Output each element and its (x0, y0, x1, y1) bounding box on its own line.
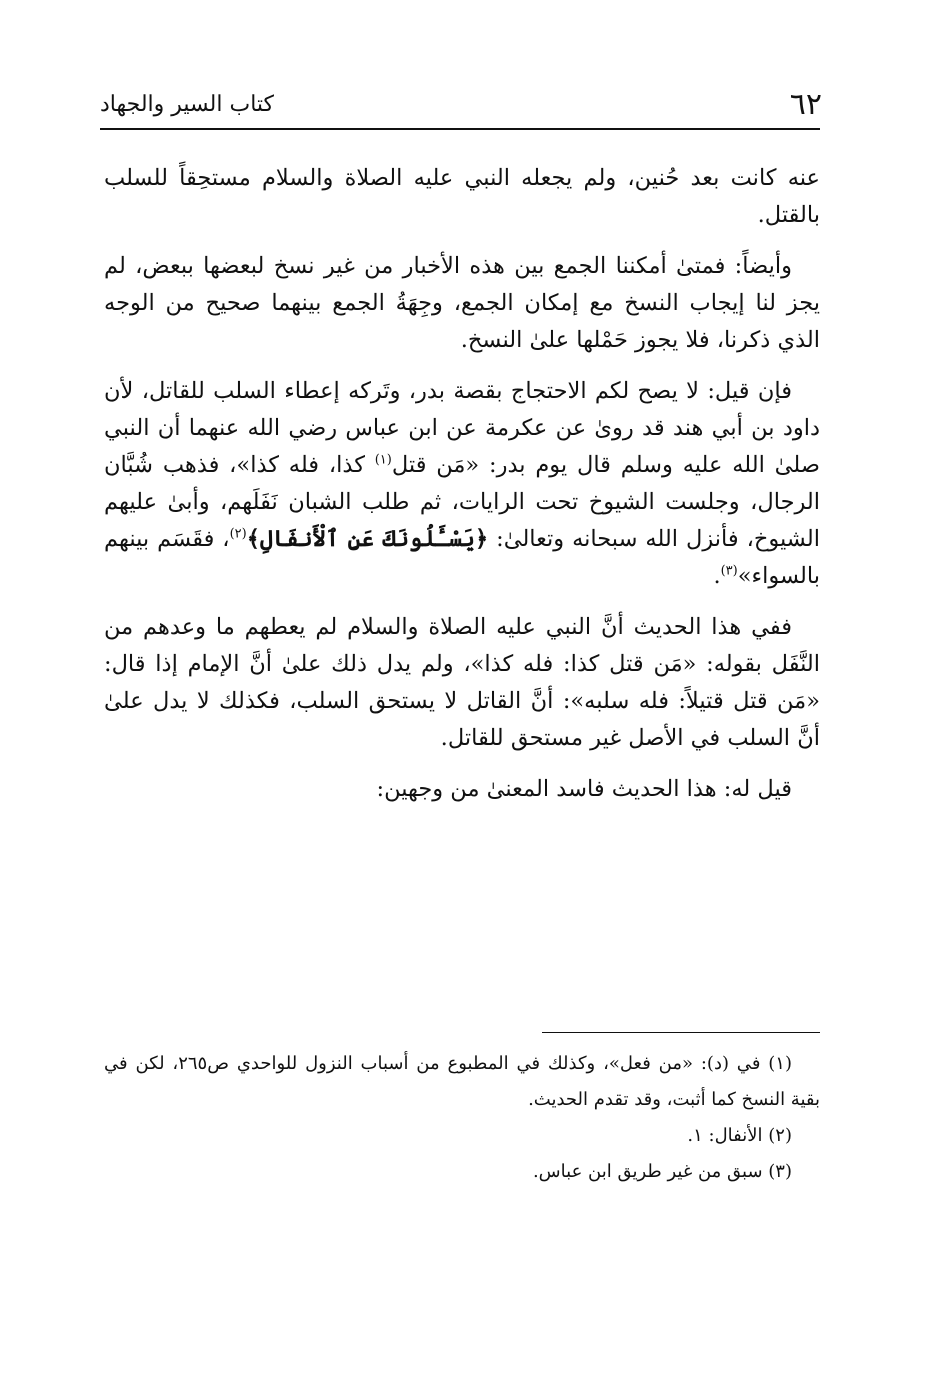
page-header (100, 88, 822, 122)
footnotes (104, 1046, 820, 1190)
paragraph-text: ، فقَسَم بينهم بالسواء» (104, 526, 820, 589)
footnote-ref: (٢) (229, 526, 247, 542)
paragraph: قيل له: هذا الحديث فاسد المعنىٰ من وجهين: (376, 776, 792, 802)
header-rule (100, 128, 820, 130)
quran-verse: ﴿يَسْـَٔلُونَكَ عَنِ ٱلْأَنفَالِ﴾ (246, 526, 489, 552)
paragraph-text: فإن قيل: لا يصح لكم الاحتجاج بقصة بدر، وتَركه إعطاء السلب للقاتل، لأن داود بن أبي هند قد روىٰ عن عكرمة عن ابن عباس رضي الله عنهما أن النبي صلىٰ الله عليه وسلم قال يوم بدر: «مَن قتل (104, 378, 820, 478)
footnote: (٢) الأنفال: ١. (687, 1125, 792, 1146)
footnote-ref: (١) (374, 452, 392, 468)
page-number: ٦٢ (789, 87, 822, 122)
paragraph-text: . (713, 563, 721, 589)
footnote: (٣) سبق من غير طريق ابن عباس. (532, 1161, 792, 1182)
running-title: كتاب السير والجهاد (100, 92, 275, 117)
paragraph: وأيضاً: فمتىٰ أمكننا الجمع بين هذه الأخبار من غير نسخ لبعضها ببعض، لم يجز لنا إيجاب النسخ مع إمكان الجمع، وجِهَةُ الجمع بينهما صحيح من الوجه الذي ذكرنا، فلا يجوز حَمْلها علىٰ النسخ. (104, 253, 820, 353)
main-text (104, 160, 820, 822)
paragraph (104, 373, 820, 595)
paragraph: ففي هذا الحديث أنَّ النبي عليه الصلاة والسلام لم يعطهم ما وعدهم من النَّفَل بقوله: «مَن قتل كذا: فله كذا»، ولم يدل ذلك علىٰ أنَّ الإمام إذا قال: «مَن قتل قتيلاً: فله سلبه»: أنَّ القاتل لا يستحق السلب، فكذلك لا يدل علىٰ أنَّ السلب في الأصل غير مستحق للقاتل. (104, 614, 820, 751)
paragraph: عنه كانت بعد حُنين، ولم يجعله النبي عليه الصلاة والسلام مستحِقاً للسلب بالقتل. (104, 165, 820, 228)
footnote-ref: (٣) (720, 563, 738, 579)
footnote: (١) في (د): «من فعل»، وكذلك في المطبوع من أسباب النزول للواحدي ص٢٦٥، لكن في بقية النسخ كما أثبت، وقد تقدم الحديث. (104, 1053, 820, 1110)
footnote-separator (542, 1032, 820, 1033)
paragraph-text: كذا، فله كذا»، فذهب شُبَّان الرجال، وجلست الشيوخ تحت الرايات، ثم طلب الشبان نَفَلَهم، وأبىٰ عليهم الشيوخ، فأنزل الله سبحانه وتعالىٰ: (104, 452, 820, 552)
